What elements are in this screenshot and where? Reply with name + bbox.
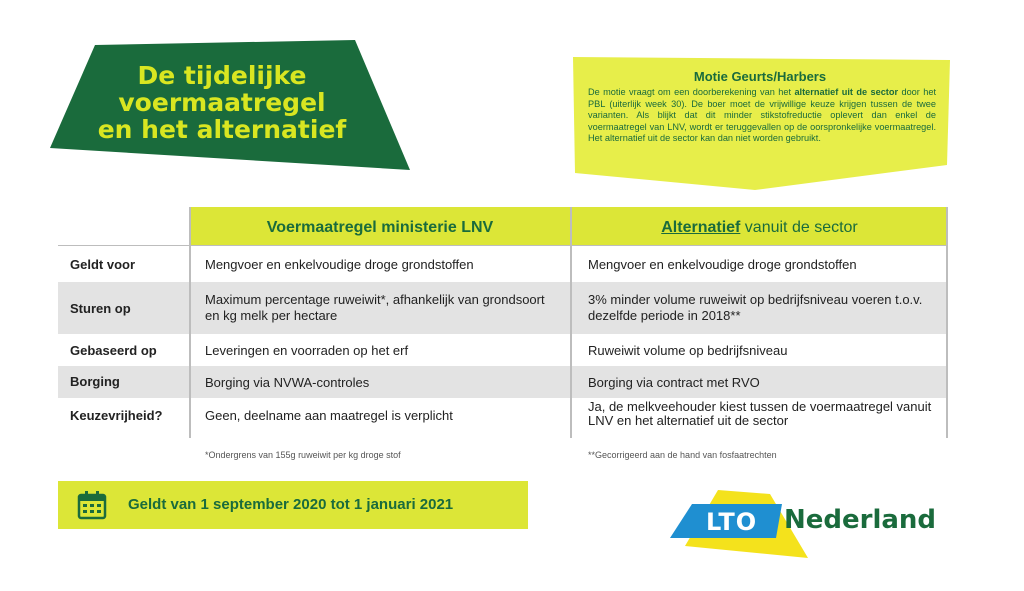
table-cell: Geen, deelname aan maatregel is verplicht	[205, 408, 453, 423]
table-row	[58, 398, 948, 438]
table-cell: Mengvoer en enkelvoudige droge grondstoffen	[205, 257, 474, 272]
table-cell: 3% minder volume ruweiwit op bedrijfsniveau voeren t.o.v. dezelfde periode in 2018**	[588, 292, 923, 323]
column-header-lnv: Voermaatregel ministerie LNV	[266, 219, 494, 236]
footnote-left: *Ondergrens van 155g ruweiwit per kg droge stof	[205, 450, 401, 460]
motie-body	[588, 87, 936, 145]
logo-nederland-text: Nederland	[784, 505, 937, 535]
table-cell: Maximum percentage ruweiwit*, afhankelijk van grondsoort en kg melk per hectare	[205, 292, 545, 323]
page-title	[92, 62, 352, 143]
validity-text: Geldt van 1 september 2020 tot 1 januari 2021	[128, 496, 454, 513]
table-row	[58, 334, 948, 366]
title-line-1: De tijdelijke	[137, 61, 307, 90]
column-header-sector-underlined: Alternatief	[661, 219, 741, 236]
title-line-3: en het alternatief	[97, 115, 347, 144]
table-cell: Ja, de melkveehouder kiest tussen de voermaatregel vanuit LNV en het alternatief uit de sector	[588, 399, 932, 428]
row-label: Gebaseerd op	[70, 343, 157, 358]
row-label: Borging	[70, 374, 120, 389]
motie-body-part2: door het PBL (uiterlijk week 30). De boer moet de vrijwillige keuze krijgen tussen de twee varianten. Als blijkt dat dit minder stikstofreductie oplevert dan enkel de voermaatregel van LNV, wordt er teruggevallen op de oorspronkelijke voermaatregel. Het alternatief uit de sector kan dan niet worden gebruikt.	[588, 87, 937, 143]
title-line-2: voermaatregel	[118, 88, 326, 117]
table-row	[58, 282, 948, 334]
row-label: Keuzevrijheid?	[70, 408, 163, 423]
column-header-sector	[572, 207, 947, 245]
motie-body-part1: De motie vraagt om een doorberekening van het	[588, 87, 795, 97]
logo-lto-text: LTO	[706, 508, 758, 536]
table-cell: Mengvoer en enkelvoudige droge grondstoffen	[588, 257, 857, 272]
row-label: Sturen op	[70, 301, 131, 316]
table-cell: Borging via contract met RVO	[588, 375, 760, 390]
table-cell: Ruweiwit volume op bedrijfsniveau	[588, 343, 788, 358]
calendar-icon	[76, 489, 108, 521]
table-cell: Borging via NVWA-controles	[205, 375, 370, 390]
motie-body-bold: alternatief uit de sector	[794, 87, 899, 97]
table-row	[58, 366, 948, 398]
column-header-sector-rest: vanuit de sector	[740, 219, 858, 236]
header-bottom-line	[58, 245, 948, 246]
table-row	[58, 246, 948, 282]
motie-title: Motie Geurts/Harbers	[693, 69, 827, 84]
table-cell: Leveringen en voorraden op het erf	[205, 343, 409, 358]
footnote-right: **Gecorrigeerd aan de hand van fosfaatrechten	[588, 450, 777, 460]
row-label: Geldt voor	[70, 257, 136, 272]
